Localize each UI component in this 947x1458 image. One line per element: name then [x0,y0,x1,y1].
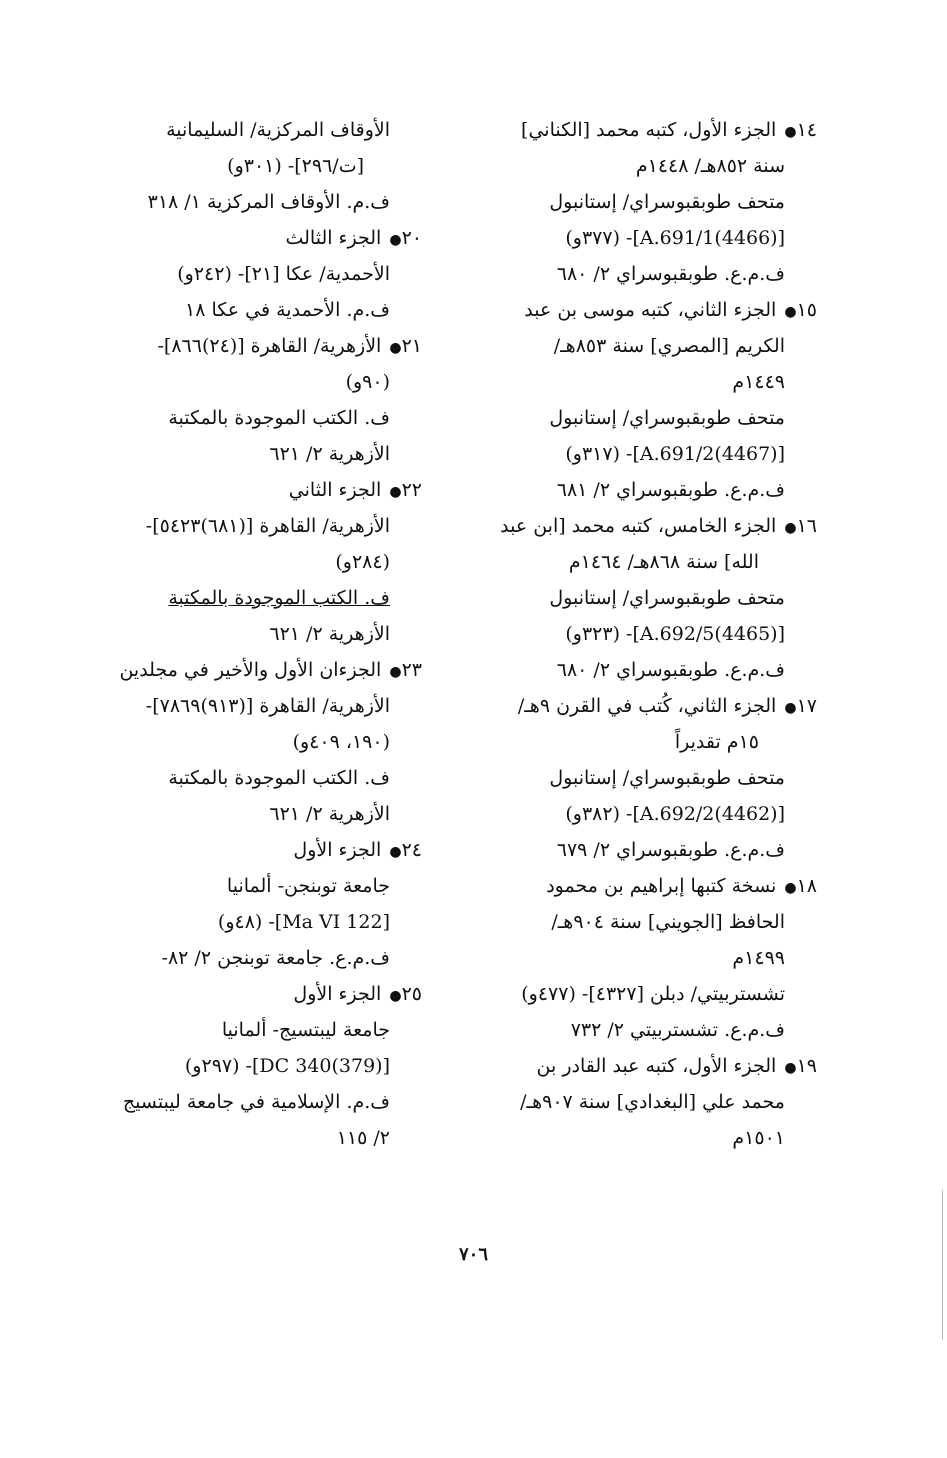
entry-19-continued [92,112,422,220]
entry-line: ١٤٩٩م [732,947,785,969]
entry-24 [92,832,422,976]
entry-line: الأوقاف المركزية/ السليمانية [166,119,390,141]
entry-title: نسخة كتبها إبراهيم بن محمود [546,875,777,897]
entry-heading-line [482,508,817,544]
entry-line: ف.م.ع. تشستربيتي ٢/ ٧٣٢ [570,1019,785,1041]
entry-line: (٢٨٤و) [335,551,390,573]
entry-title: الجزء الثالث [285,227,382,249]
entry-number: ٢٠ [401,227,422,249]
entry-line: ف. الكتب الموجودة بالمكتبة [168,767,390,789]
entry-line: [(379)DC 340]- (٢٩٧و) [184,1055,390,1077]
bullet-icon: ● [389,340,402,356]
entry-number: ١٧ [796,695,817,717]
entry-19 [482,1048,817,1156]
entry-14 [482,112,817,292]
entry-title: الجزء الثاني، كتبه موسى بن عبد [524,299,777,321]
entry-heading-line [92,472,422,508]
entry-title: الأزهرية/ القاهرة [(٢٤)٨٦٦]- [157,335,382,357]
entry-line: [Ma VI 122]- (٤٨و) [217,911,390,933]
entry-title: الجزءان الأول والأخير في مجلدين [119,659,382,681]
entry-line: (١٩٠، ٤٠٩و) [292,731,390,753]
entry-heading-line [482,292,817,328]
entry-line: [(4467)A.691/2]- (٣١٧و) [565,443,785,465]
entry-line: جامعة توبنجن- ألمانيا [226,875,390,897]
entry-title: الجزء الأول، كتبه عبد القادر بن [536,1055,777,1077]
entry-line: ١٥٠١م [732,1127,785,1149]
entry-line: محمد علي [البغدادي] سنة ٩٠٧هـ/ [520,1091,785,1113]
bullet-icon: ● [784,520,797,536]
entry-line: [ت/٢٩٦]- (٣٠١و) [227,155,364,177]
entry-line: ف.م.ع. جامعة توبنجن ٢/ ٨٢- [161,947,390,969]
entry-line: جامعة ليبتسيج- ألمانيا [221,1019,390,1041]
entry-line: متحف طوبقبوسراي/ إستانبول [549,587,785,609]
entry-line: ٢/ ١١٥ [336,1127,390,1149]
bullet-icon: ● [784,700,797,716]
entry-heading-line [482,688,817,724]
entry-number: ١٥ [796,299,817,321]
entry-number: ٢٣ [401,659,422,681]
entry-title: الجزء الأول [293,839,382,861]
entry-line: الكريم [المصري] سنة ٨٥٣هـ/ [553,335,785,357]
entry-heading-line [92,652,422,688]
entry-16 [482,508,817,688]
entry-line: (٩٠و) [345,371,390,393]
bullet-icon: ● [784,124,797,140]
entry-line: الله] سنة ٨٦٨هـ/ ١٤٦٤م [568,551,759,573]
entry-line: ف.م.ع. طوبقبوسراي ٢/ ٦٧٩ [556,839,785,861]
entry-line: متحف طوبقبوسراي/ إستانبول [549,767,785,789]
entry-line: ف. الكتب الموجودة بالمكتبة [168,587,390,609]
bullet-icon: ● [389,988,402,1004]
entry-number: ١٤ [796,119,817,141]
entry-line: الأزهرية ٢/ ٦٢١ [269,803,390,825]
bullet-icon: ● [784,304,797,320]
entry-line: ف. الكتب الموجودة بالمكتبة [168,407,390,429]
entry-line: ف.م.ع. طوبقبوسراي ٢/ ٦٨٠ [556,263,785,285]
entry-title: الجزء الأول، كتبه محمد [الكناني] [521,119,777,141]
entry-line: الأحمدية/ عكا [٢١]- (٢٤٢و) [177,263,390,285]
entry-number: ٢٥ [401,983,422,1005]
entry-number: ٢٤ [401,839,422,861]
entry-line: [(4462)A.692/2]- (٣٨٢و) [565,803,785,825]
entry-line: الأزهرية ٢/ ٦٢١ [269,443,390,465]
entry-line: ١٤٤٩م [732,371,785,393]
entry-line: الأزهرية ٢/ ٦٢١ [269,623,390,645]
entry-23 [92,652,422,832]
entry-heading-line [92,328,422,364]
bullet-icon: ● [784,1060,797,1076]
entry-line: ١٥م تقديراً [674,731,759,753]
entry-heading-line [92,832,422,868]
entry-heading-line [92,976,422,1012]
entry-title: الجزء الأول [293,983,382,1005]
entry-number: ١٨ [796,875,817,897]
entry-line: الأزهرية/ القاهرة [(٦٨١)٥٤٢٣]- [145,515,390,537]
entry-title: الجزء الخامس، كتبه محمد [ابن عبد [500,515,777,537]
right-column [482,112,817,1156]
entry-line: متحف طوبقبوسراي/ إستانبول [549,191,785,213]
entry-21 [92,328,422,472]
entry-20 [92,220,422,328]
entry-heading-line [482,112,817,148]
entry-number: ١٩ [796,1055,817,1077]
scan-edge-mark [942,1190,943,1340]
entry-line: متحف طوبقبوسراي/ إستانبول [549,407,785,429]
entry-15 [482,292,817,508]
entry-17 [482,688,817,868]
entry-line: سنة ٨٥٢هـ/ ١٤٤٨م [635,155,785,177]
entry-line: [(4465)A.692/5]- (٣٢٣و) [565,623,785,645]
entry-line: ف.م. الأحمدية في عكا ١٨ [185,299,390,321]
entry-line: الأزهرية/ القاهرة [(٩١٣)٧٨٦٩]- [145,695,390,717]
bullet-icon: ● [389,664,402,680]
entry-22 [92,472,422,652]
left-column [92,112,422,1156]
entry-number: ٢٢ [401,479,422,501]
bullet-icon: ● [389,844,402,860]
entry-title: الجزء الثاني [288,479,382,501]
entry-line: تشستربيتي/ دبلن [٤٣٢٧]- (٤٧٧و) [521,983,785,1005]
entry-25 [92,976,422,1156]
page-number: ٧٠٦ [458,1244,488,1265]
entry-line: ف.م. الإسلامية في جامعة ليبتسيج [122,1091,390,1113]
entry-heading-line [482,1048,817,1084]
entry-line: ف.م.ع. طوبقبوسراي ٢/ ٦٨١ [556,479,785,501]
bullet-icon: ● [389,484,402,500]
entry-line: ف.م.ع. طوبقبوسراي ٢/ ٦٨٠ [556,659,785,681]
entry-title: الجزء الثاني، كُتب في القرن ٩هـ/ [517,695,777,717]
entry-heading-line [92,220,422,256]
entry-number: ١٦ [796,515,817,537]
entry-line: الحافظ [الجويني] سنة ٩٠٤هـ/ [551,911,785,933]
entry-line: [(4466)A.691/1]- (٣٧٧و) [565,227,785,249]
entry-number: ٢١ [401,335,422,357]
entry-line: ف.م. الأوقاف المركزية ١/ ٣١٨ [147,191,390,213]
bullet-icon: ● [784,880,797,896]
entry-heading-line [482,868,817,904]
bullet-icon: ● [389,232,402,248]
entry-18 [482,868,817,1048]
